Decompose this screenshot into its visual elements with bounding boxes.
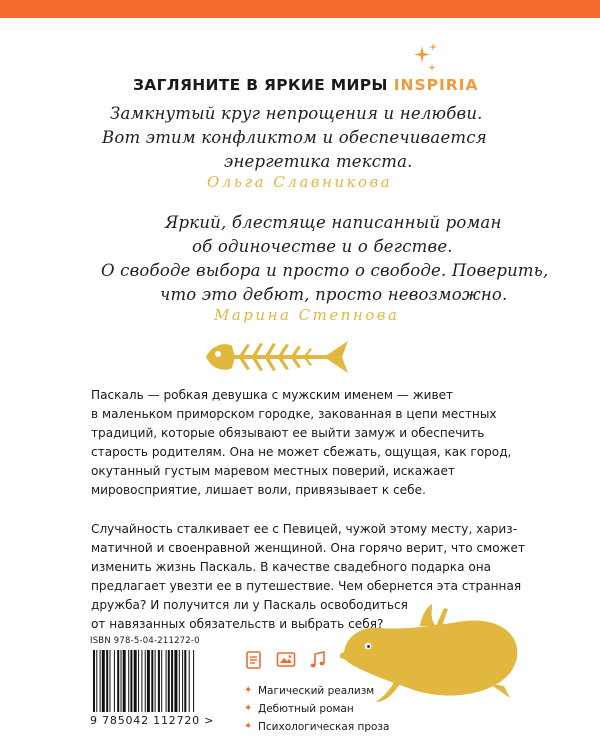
- description-line: изменить жизнь Паскаль. В качестве свадебного подарка она: [91, 560, 492, 574]
- quote-1-line-1: Замкнутый круг непрощения и нелюбви.: [110, 104, 483, 123]
- description-line: дружба? И получится ли у Паскаль освободиться: [91, 598, 408, 612]
- barcode-bar: [100, 650, 101, 712]
- star-bullet-icon: ✦: [244, 685, 253, 696]
- description-line: традиций, которые обязывают ее выйти замуж и обеспечить: [91, 426, 485, 440]
- description-line: от навязанных обязательств и выбрать себя?: [91, 617, 384, 631]
- barcode-bar: [117, 650, 119, 712]
- description-line: старость родителям. Она не может сбежать, ощущая, как город,: [91, 445, 512, 459]
- slogan-text: ЗАГЛЯНИТЕ В ЯРКИЕ МИРЫ: [133, 76, 388, 94]
- barcode-bar: [168, 650, 170, 712]
- barcode-bar: [121, 650, 122, 712]
- barcode-bar: [179, 650, 180, 712]
- quote-1-author: Ольга Славникова: [207, 173, 393, 191]
- description-line: мировосприятие, лишает воли, привязывает к себе.: [91, 483, 426, 497]
- audio-icon: [308, 650, 328, 670]
- barcode: [92, 650, 227, 712]
- star-bullet-icon: ✦: [244, 721, 253, 732]
- barcode-bar: [184, 650, 186, 712]
- quote-2-line-2: об одиночестве и о бегстве.: [192, 237, 453, 256]
- description-paragraph-1: [91, 386, 511, 500]
- barcode-bar: [96, 650, 97, 712]
- quote-1-line-2: Вот этим конфликтом и обеспечивается: [102, 128, 487, 147]
- ebook-icon: [276, 650, 296, 670]
- book-icon: [244, 650, 264, 670]
- barcode-bar: [130, 650, 132, 712]
- barcode-bar: [102, 650, 105, 712]
- barcode-bar: [166, 650, 167, 712]
- description-line: окутанный густым маревом местных поверий, искажает: [91, 464, 455, 478]
- genre-item: [244, 718, 389, 735]
- barcode-bar: [123, 650, 126, 712]
- barcode-bar: [128, 650, 129, 712]
- genre-label: Магический реализм: [258, 684, 375, 697]
- barcode-bar: [182, 650, 183, 712]
- description-line: матичной и своенравной женщиной. Она горячо верит, что сможет: [91, 541, 525, 555]
- top-accent-bar: [0, 0, 600, 18]
- barcode-bar: [193, 650, 194, 712]
- genre-label: Психологическая проза: [258, 720, 390, 733]
- quote-2-author: Марина Степнова: [214, 306, 400, 324]
- barcode-bar: [106, 650, 108, 712]
- barcode-bar: [147, 650, 150, 712]
- barcode-bar: [114, 650, 115, 712]
- barcode-bar: [155, 650, 156, 712]
- description-line: предлагает увезти ее в путешествие. Чем обернется эта странная: [91, 579, 522, 593]
- barcode-bar: [145, 650, 146, 712]
- barcode-bar: [138, 650, 139, 712]
- sparkle-icon: [410, 42, 440, 74]
- barcode-bar: [158, 650, 160, 712]
- quote-2-line-3: О свободе выбора и просто о свободе. Поверить,: [101, 261, 549, 280]
- quote-2-line-1: Яркий, блестяще написанный роман: [165, 213, 502, 232]
- barcode-bar: [134, 650, 137, 712]
- genre-label: Дебютный роман: [258, 702, 354, 715]
- barcode-bar: [110, 650, 111, 712]
- barcode-bar: [141, 650, 142, 712]
- penguin-illustration-icon: [340, 600, 524, 704]
- barcode-bar: [174, 650, 177, 712]
- barcode-bar: [189, 650, 190, 712]
- series-slogan: [133, 76, 478, 94]
- barcode-bar: [171, 650, 173, 712]
- fish-skeleton-icon: [202, 336, 352, 378]
- description-line: Случайность сталкивает ее с Певицей, чужой этому месту, хариз-: [91, 522, 518, 536]
- star-bullet-icon: ✦: [244, 703, 253, 714]
- format-icons: [244, 650, 328, 672]
- description-line: в маленьком приморском городке, закованная в цепи местных: [91, 407, 497, 421]
- barcode-digits: 9 785042 112720 >: [90, 714, 215, 727]
- isbn-label: ISBN 978-5-04-211272-0: [90, 636, 200, 646]
- quote-2-line-4: что это дебют, просто невозможно.: [160, 285, 508, 304]
- barcode-bar: [161, 650, 162, 712]
- brand-name: INSPIRIA: [393, 76, 479, 94]
- barcode-bar: [151, 650, 153, 712]
- barcode-bar: [93, 650, 95, 712]
- quote-1-line-3: энергетика текста.: [224, 152, 413, 171]
- description-line: Паскаль — робкая девушка с мужским именем — живет: [91, 388, 454, 402]
